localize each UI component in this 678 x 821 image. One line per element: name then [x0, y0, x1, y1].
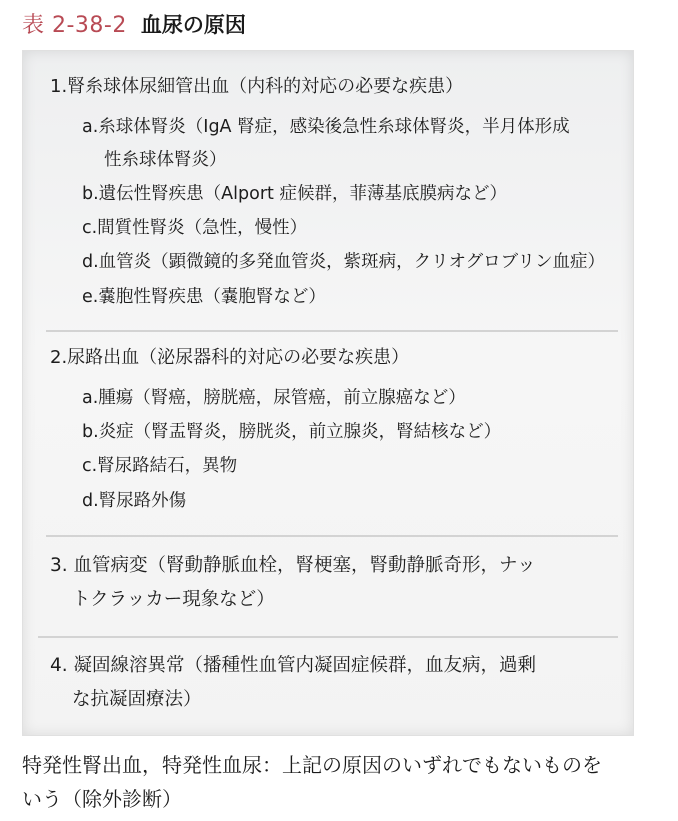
section-1-item-d: d.血管炎（顕微鏡的多発血管炎，紫斑病，クリオグロブリン血症）	[82, 252, 605, 272]
section-2-item-b: b.炎症（腎盂腎炎，膀胱炎，前立腺炎，腎結核など）	[82, 422, 502, 442]
section-2-heading: 2.尿路出血（泌尿器科的対応の必要な疾患）	[50, 347, 410, 368]
section-1-heading: 1.腎糸球体尿細管出血（内科的対応の必要な疾患）	[50, 76, 464, 97]
section-3-heading: 3. 血管病変（腎動静脈血栓，腎梗塞，腎動静脈奇形，ナッ	[50, 555, 536, 576]
section-4-heading: 4. 凝固線溶異常（播種性血管内凝固症候群，血友病，過剰	[50, 655, 537, 676]
section-1-item-e: e.嚢胞性腎疾患（嚢胞腎など）	[82, 287, 326, 307]
section-3-continuation: トクラッカー現象など）	[72, 589, 275, 610]
section-2-item-a: a.腫瘍（腎癌，膀胱癌，尿管癌，前立腺癌など）	[82, 388, 466, 408]
footnote-line-2: いう（除外診断）	[22, 787, 182, 811]
section-4-continuation: な抗凝固療法）	[72, 689, 202, 710]
table-number: 表 2-38-2	[22, 13, 127, 38]
section-1-item-a: a.糸球体腎炎（IgA 腎症，感染後急性糸球体腎炎，半月体形成	[82, 117, 570, 137]
section-1-item-a-cont: 性糸球体腎炎）	[104, 150, 227, 170]
divider-2	[46, 535, 618, 537]
table-title: 血尿の原因	[140, 13, 246, 37]
section-1-item-c: c.間質性腎炎（急性，慢性）	[82, 218, 308, 238]
section-2-item-c: c.腎尿路結石，異物	[82, 456, 238, 476]
divider-3	[38, 636, 618, 638]
divider-1	[46, 330, 618, 332]
section-1-item-b: b.遺伝性腎疾患（Alport 症候群，菲薄基底膜病など）	[82, 184, 507, 204]
table-caption	[22, 8, 246, 40]
section-2-item-d: d.腎尿路外傷	[82, 491, 187, 511]
footnote-line-1: 特発性腎出血，特発性血尿：上記の原因のいずれでもないものを	[22, 753, 602, 777]
